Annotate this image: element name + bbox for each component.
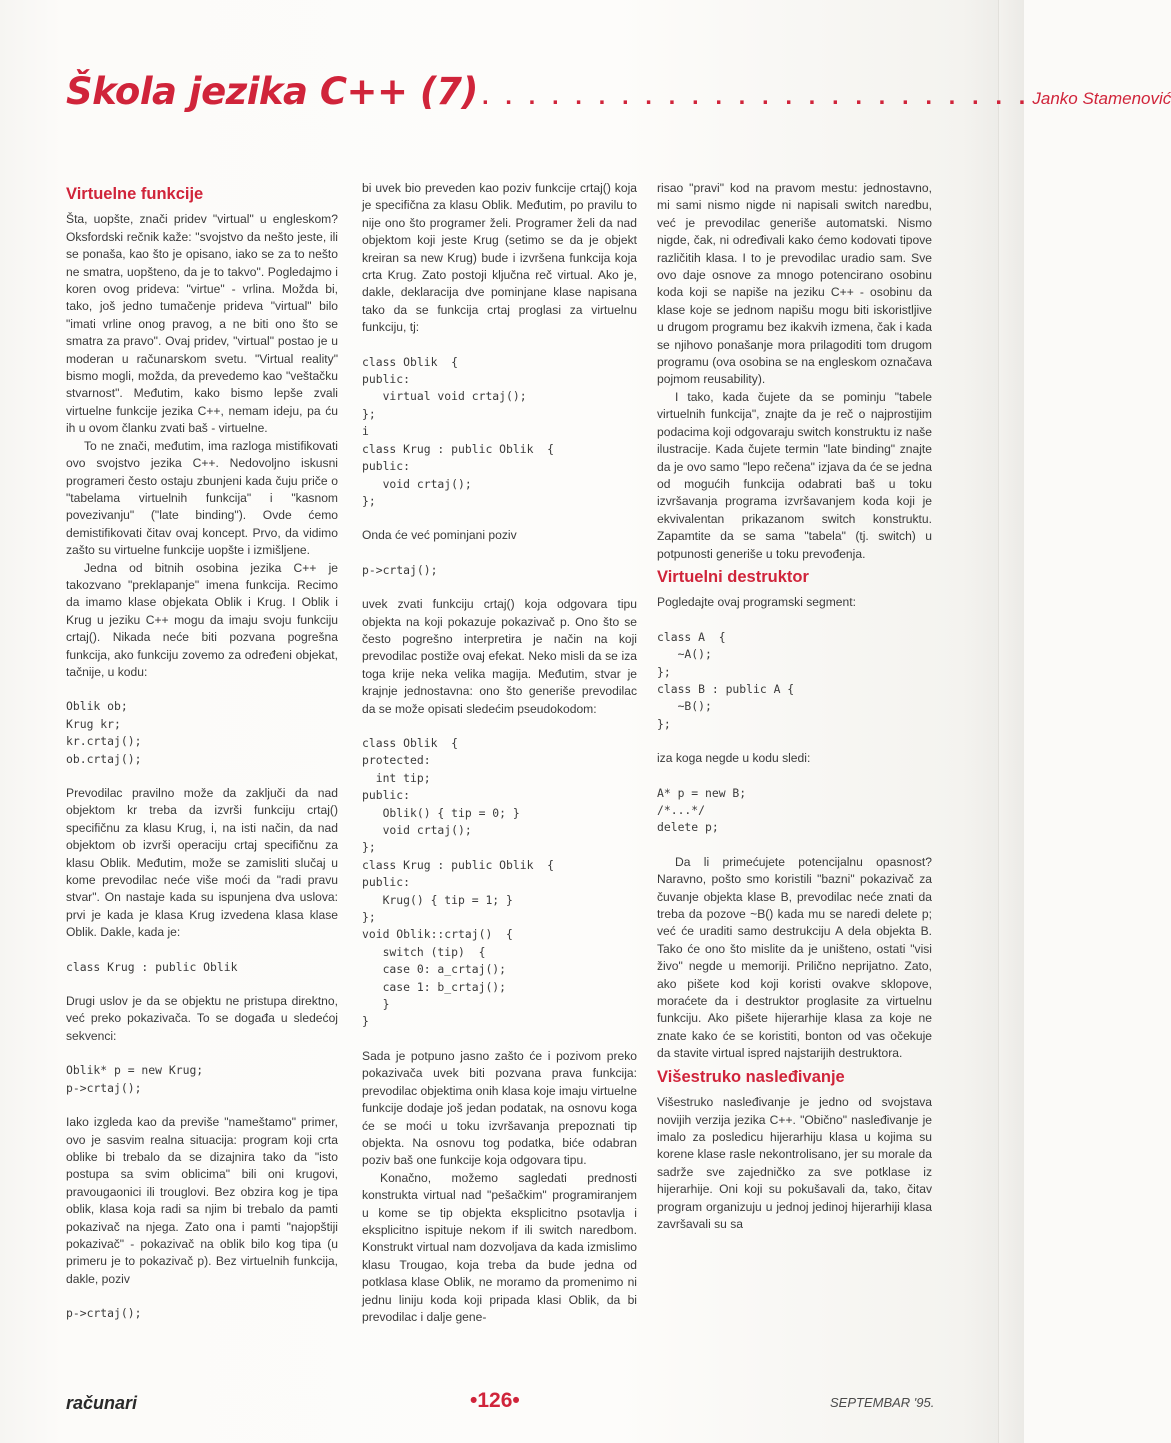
paragraph: Drugi uslov je da se objektu ne pristupa direktno, već preko pokazivača. To se događa u sledećoj sekvenci:: [66, 994, 338, 1043]
code-block: class A { ~A(); }; class B : public A { ~B(); };: [657, 629, 795, 731]
page-footer: [0, 1389, 1024, 1423]
paragraph: Višestruko nasleđivanje je jedno od svojstava novijih verzija jezika C++. "Obično" nasleđivanje je imalo za posledicu hijerarhiju klasa u kojima su korene klase rasle nekontrolisano, jer su morale da sadrže sve zajedničko za sve potklase iz hijerarhije. Oni koji su pokušavali da, tako, čitav program organizuju u jednoj jedinoj hijerarhiji klasa završavali su sa: [657, 1095, 932, 1231]
section-heading: Višestruko nasleđivanje: [657, 1067, 845, 1086]
paragraph: risao "pravi" kod na pravom mestu: jednostavno, mi sami nismo nigde ni napisali switch naredbu, već je prevodilac generiše automatski. Nismo nigde, čak, ni određivali kako ćemo kodovati tipove različitih klasa. I to je prevodilac uradio sam. Sve ovo daje osnove za mnogo potencirano osobinu koda koji se napiše na jeziku C++ - osobinu da klase koje se jednom napišu mogu biti iskoristljive u drugom programu bez ikakvih izmena, čak i kada se njihovo ponašanje mora prilagoditi tom drugom programu (ova osobina se na engleskom označava pojmom reusability).: [657, 181, 932, 387]
code-block: Oblik* p = new Krug; p->crtaj();: [66, 1063, 204, 1095]
paragraph: Da li primećujete potencijalnu opasnost? Naravno, pošto smo koristili "bazni" pokazivač za čuvanje objekta klase B, prevodilac neće znati da treba da pozove ~B() kada mu se naredi delete p; već će uraditi samo destrukciju A dela objekta B. Tako će ono što mislite da je uništeno, ostati "visi živo" negde u memoriji. Prilično neprijatno. Zato, ako pišete kod koji koristi ovakve sklopove, moraćete da i destruktor proglasite za virtuelnu funkciju. Ako pišete hijerarhije klasa za koje ne znate kako će se koristiti, bonton od vas očekuje da stavite virtual ispred najstarijih destruktora.: [657, 854, 932, 1061]
paragraph: Konačno, možemo sagledati prednosti konstrukta virtual nad "pešačkim" programiranjem u kome se tip objekta eksplicitno psotavlja i eksplicitno ispituje nekom if ili switch naredbom. Konstrukt virtual nam dozvoljava da kada izmislimo klasu Trougao, koja treba da bude jedna od potklasa klase Oblik, ne moramo da promenimo ni jednu liniju koda koji pripada klasi Oblik, da bi prevodilac i dalje gene-: [362, 1170, 637, 1324]
code-block: class Oblik { public: virtual void crtaj(); }; i class Krug : public Oblik { public: void crtaj(); };: [362, 354, 555, 508]
paragraph: Jedna od bitnih osobina jezika C++ je takozvano "preklapanje" imena funkcija. Recimo da imamo klase objekata Oblik i Krug. I Oblik i Krug u jeziku C++ mogu da imaju svoju funkciju crtaj(). Nikada neće biti pozvana pogrešna funkcija, ako funkciju zovemo za određeni objekat, tačnije, u kodu:: [66, 560, 338, 679]
section-heading: Virtuelne funkcije: [66, 185, 204, 203]
column-1: [66, 180, 338, 1340]
paragraph: Iako izgleda kao da previše "nameštamo" primer, ovo je sasvim realna situacija: program koji crta oblike bi trebalo da se dizajnira tako da "isto postupa sa svim oblicima" bili oni krugovi, pravougaonici ili trouglovi. Bez obzira kog je tipa oblik, klasa koja radi sa njim bi trebalo da pamti pokazivač na njega. Zato ona i pamti "najopštiji pokazivač" - pokazivač na oblik bilo kog tipa (u primeru je to pokazivač p). Bez virtuelnih funkcija, dakle, poziv: [66, 1115, 338, 1286]
section-heading: Virtuelni destruktor: [657, 567, 809, 586]
paragraph: Šta, uopšte, znači pridev "virtual" u engleskom? Oksfordski rečnik kaže: "svojstvo da nešto jeste, ili se ponaša, kao što je opisano, iako se za to nešto ne smatra, uopšteno, da je to takvo". Pogledajmo i koren ovog prideva: "virtue" - vrlina. Možda bi, tako, još jedno tumačenje prideva "virtual" bilo "imati vrline onog pravog, a ne biti ono što se smatra za pravo". Ovaj pridev, "virtual" postao je u moderan u računarskom svetu. "Virtual reality" bismo mogli, možda, da prevedemo kao "veštačku stvarnost". Međutim, kako bismo lepše zvali virtuelne funkcije jezika C++, nemam ideju, pa ću ih u ovom članku zvati baš - virtuelne.: [66, 212, 338, 436]
code-block: p->crtaj();: [66, 1306, 142, 1321]
title-leader-dots: . . . . . . . . . . . . . . . . . . . . . . . .: [481, 83, 1031, 110]
paragraph: I tako, kada čujete da se pominju "tabele virtuelnih funkcija", znajte da je reč o najprostijim podacima koji odgovaraju switch konstruktu iz naše ilustracije. Kada čujete termin "late binding" znajte da je ovo samo "lepo rečena" izjava da će se jedna od mogućih funkcija odabrati baš u toku izvršavanja programa izvršavanjem koda koji je ekvivalentan prikazanom switch konstruktu. Zapamtite da se sama "tabela" (tj. switch) u potpunosti generiše u toku prevođenja.: [657, 389, 932, 561]
paragraph: iza koga negde u kodu sledi:: [657, 751, 811, 766]
paragraph: Prevodilac pravilno može da zaključi da nad objektom kr treba da izvrši funkciju crtaj() specifičnu za klasu Krug, i, na isti način, da nad objektom ob izvrši operaciju crtaj specifičnu za klasu Oblik. Međutim, može se zamisliti slučaj u kome prevodilac neće više moći da "radi pravu stvar". On nastaje kada su ispunjena dva uslova: prvi je kada je klasa Krug izvedena klasa klase Oblik. Dakle, kada je:: [66, 786, 338, 940]
paragraph: Sada je potpuno jasno zašto će i pozivom preko pokazivača uvek biti pozvana prava funkcija: prevodilac objektima onih klasa koje imaju virtuelne funkcije dodaje još jedan podatak, na osnovu koga će se moći u toku izvršavanja prepoznati tip objekta. Na osnovu tog podatka, biće odabran poziv baš one funkcije koja odgovara tipu.: [362, 1048, 637, 1168]
paragraph: uvek zvati funkciju crtaj() koja odgovara tipu objekta na koji pokazuje pokazivač p. Ono što se često pogrešno interpretira je način na koji prevodilac postiže ovaj efekat. Neko misli da se iza toga krije neka velika magija. Međutim, stvar je krajnje jednostavna: ono što generiše prevodilac da se može opisati sledećim pseudokodom:: [362, 597, 637, 716]
paragraph: Onda će već pominjani poziv: [362, 528, 517, 543]
paragraph: Pogledajte ovaj programski segment:: [657, 595, 856, 610]
column-3: [657, 180, 932, 1233]
article-header: [66, 70, 1171, 120]
code-block: class Oblik { protected: int tip; public: Oblik() { tip = 0; } void crtaj(); }; class Krug : public Oblik { public: Krug() { tip = 1; } }; void Oblik::crtaj() { switch (tip) { case 0: a_crtaj(); case 1: b_crtaj(); } }: [362, 735, 555, 1029]
paragraph: To ne znači, međutim, ima razloga mistifikovati ovo svojstvo jezika C++. Nedovoljno iskusni programeri često ostaju zbunjeni kada čuju priče o "tabelama virtuelnih funkcija" i "kasnom povezivanju" ("late binding"). Ovde ćemo demistifikovati čitav ovaj koncept. Prvo, da vidimo zašto su virtuelne funkcije uopšte i izmišljene.: [66, 438, 338, 558]
magazine-name: računari: [66, 1393, 138, 1413]
code-block: p->crtaj();: [362, 562, 438, 577]
page-edge-strip: [998, 0, 1024, 1443]
code-block: class Krug : public Oblik: [66, 959, 238, 974]
page-number: •126•: [470, 1389, 520, 1412]
paragraph: bi uvek bio preveden kao poziv funkcije crtaj() koja je specifična za klasu Oblik. Međutim, po pravilu to nije ono što programer želi. Programer želi da nad objektom koji jeste Krug (setimo se da je objekt kreiran sa new Krug) bude i izvršena funkcija koja crta Krug. Zato postoji ključna reč virtual. Ako je, dakle, deklaracija dve pominjane klase napisana tako da se funkcija crtaj proglasi za virtuelnu funkciju, tj:: [362, 181, 637, 335]
column-2: [362, 180, 637, 1326]
author-name: Janko Stamenović: [1032, 89, 1171, 108]
code-block: A* p = new B; /*...*/ delete p;: [657, 785, 747, 835]
article-title: Škola jezika C++ (7): [66, 70, 478, 113]
code-block: Oblik ob; Krug kr; kr.crtaj(); ob.crtaj();: [66, 699, 142, 766]
issue-date: SEPTEMBAR '95.: [830, 1395, 935, 1410]
